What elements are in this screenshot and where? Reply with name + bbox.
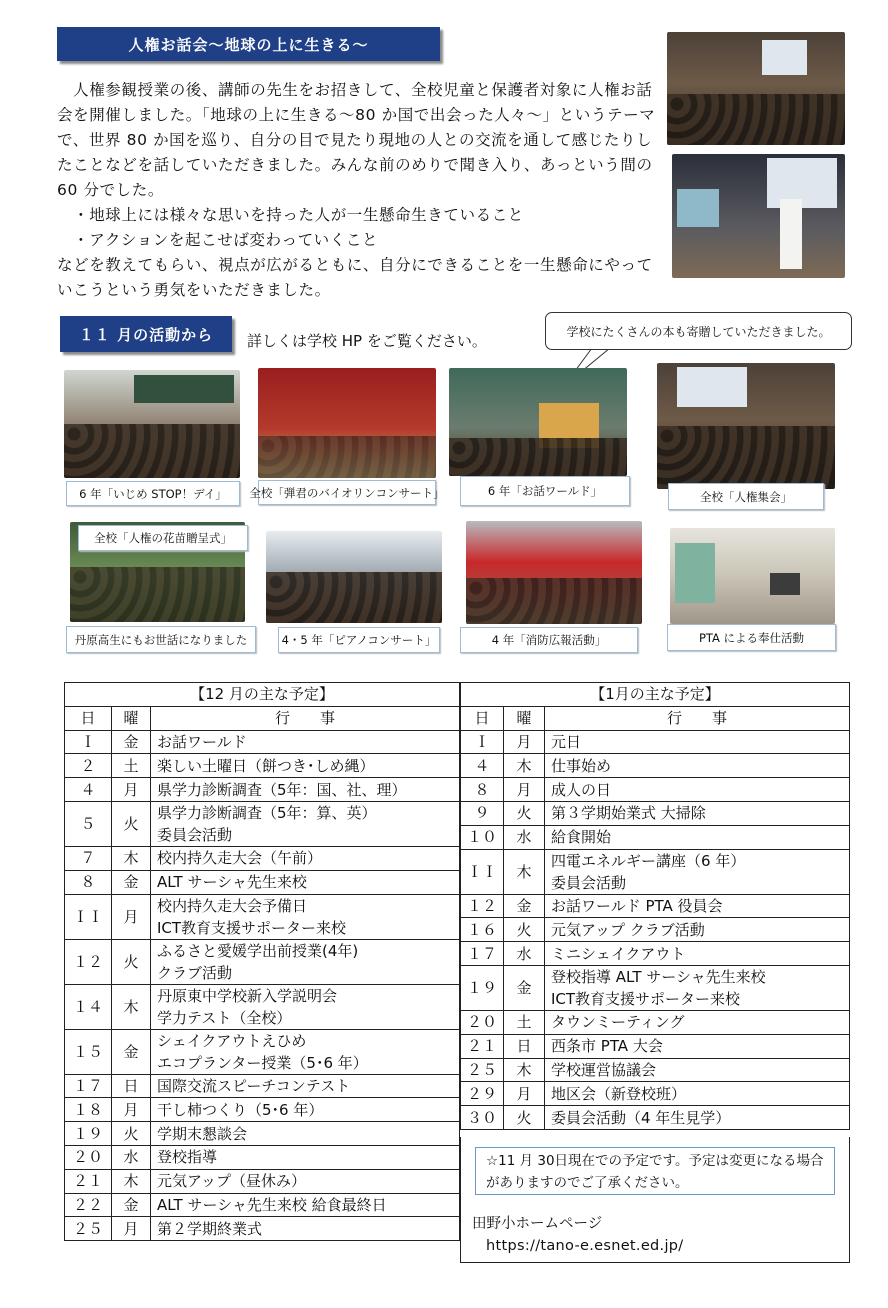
weekday-cell: 木 (504, 849, 545, 894)
january-rows (461, 730, 850, 1129)
event-cell: 第３学期始業式 大掃除 (545, 801, 850, 825)
table-row (65, 801, 460, 846)
event-cell: ふるさと愛媛学出前授業(4年) クラブ活動 (151, 939, 460, 984)
table-row (461, 1082, 850, 1106)
december-schedule-table (64, 682, 460, 1241)
table-row (65, 939, 460, 984)
day-cell: ５ (65, 801, 112, 846)
table-row (461, 1010, 850, 1034)
table-row (65, 1029, 460, 1074)
day-cell: １０ (461, 825, 504, 849)
table-row (461, 942, 850, 966)
column-header-day: 日 (461, 706, 504, 730)
day-cell: Ｉ (65, 730, 112, 754)
section-title-text: １１ 月の活動から (78, 325, 214, 344)
weekday-cell: 火 (112, 1122, 151, 1146)
table-row (461, 825, 850, 849)
table-row (65, 1169, 460, 1193)
day-cell: １２ (65, 939, 112, 984)
table-row (461, 1058, 850, 1082)
weekday-cell: 火 (504, 1106, 545, 1130)
day-cell: ２２ (65, 1193, 112, 1217)
table-row (65, 870, 460, 894)
day-cell: ９ (461, 801, 504, 825)
day-cell: ２５ (65, 1217, 112, 1241)
event-cell: 国際交流スピーチコンテスト (151, 1074, 460, 1098)
event-cell: 干し柿つくり（5･6 年） (151, 1098, 460, 1122)
column-header-event: 行 事 (545, 706, 850, 730)
event-cell: ミニシェイクアウト (545, 942, 850, 966)
weekday-cell: 火 (112, 939, 151, 984)
weekday-cell: 金 (112, 730, 151, 754)
day-cell: ２１ (65, 1169, 112, 1193)
column-header-event: 行 事 (151, 706, 460, 730)
day-cell: １５ (65, 1029, 112, 1074)
event-cell: 第２学期終業式 (151, 1217, 460, 1241)
weekday-cell: 金 (504, 965, 545, 1010)
intro-bullet-2: ・アクションを起こせば変わっていくこと (57, 231, 379, 249)
weekday-cell: 月 (112, 1098, 151, 1122)
day-cell: ３０ (461, 1106, 504, 1130)
caption-story-world: 6 年「お話ワールド」 (460, 476, 630, 506)
caption-bullying-stop-day: 6 年「いじめ STOP！デイ」 (66, 481, 240, 506)
table-row (65, 778, 460, 802)
weekday-cell: 水 (504, 942, 545, 966)
event-cell: 楽しい土曜日（餅つき･しめ縄） (151, 754, 460, 778)
caption-high-school-students: 丹原高生にもお世話になりました (66, 626, 256, 653)
event-cell: お話ワールド PTA 役員会 (545, 894, 850, 918)
event-cell: 元気アップ クラブ活動 (545, 918, 850, 942)
caption-piano-concert: 4・5 年「ピアノコンサート」 (278, 627, 440, 653)
event-cell: タウンミーティング (545, 1010, 850, 1034)
day-cell: １９ (65, 1122, 112, 1146)
day-cell: １８ (65, 1098, 112, 1122)
table-row (461, 778, 850, 802)
day-cell: ２１ (461, 1034, 504, 1058)
event-cell: ALT サーシャ先生来校 (151, 870, 460, 894)
homepage-label: 田野小ホームページ (472, 1216, 603, 1232)
event-cell: 校内持久走大会（午前） (151, 846, 460, 870)
event-cell: 委員会活動（4 年生見学） (545, 1106, 850, 1130)
homepage-url[interactable]: https://tano-e.esnet.ed.jp/ (486, 1238, 684, 1254)
day-cell: ７ (65, 846, 112, 870)
schedule-notice: ☆11 月 30日現在での予定です。予定は変更になる場合がありますのでご了承ください。 (475, 1147, 835, 1195)
photo-human-rights-assembly (657, 363, 835, 489)
photo-violin-concert (258, 368, 436, 478)
intro-paragraph: 人権参観授業の後、講師の先生をお招きして、全校児童と保護者対象に人権お話会を開催しました。「地球の上に生きる〜80 か国で出会った人々〜」というテーマで、世界 80 か国を巡り、自分の目で見たり現地の人との交流を通して感じたりしたことなどを話していただきました。みんな前のめりで聞き入り、あっという間の 60 分でした。 (57, 81, 656, 199)
january-schedule-table (460, 682, 850, 1130)
day-cell: ＩＩ (65, 894, 112, 939)
callout-text: 学校にたくさんの本も寄贈していただきました。 (566, 324, 831, 339)
day-cell: ４ (65, 778, 112, 802)
december-title: 【12 月の主な予定】 (65, 683, 460, 707)
day-cell: ２ (65, 754, 112, 778)
event-cell: 丹原東中学校新入学説明会 学力テスト（全校） (151, 984, 460, 1029)
weekday-cell: 月 (504, 778, 545, 802)
day-cell: Ｉ (461, 730, 504, 754)
event-cell: 学校運営協議会 (545, 1058, 850, 1082)
weekday-cell: 月 (112, 894, 151, 939)
day-cell: ＩＩ (461, 849, 504, 894)
intro-conclusion: などを教えてもらい、視点が広がるともに、自分にできることを一生懸命にやっていこうという勇気をいただきました。 (57, 256, 653, 299)
day-cell: １２ (461, 894, 504, 918)
day-cell: ２０ (65, 1145, 112, 1169)
table-row (65, 1074, 460, 1098)
caption-pta-service: PTA による奉仕活動 (667, 624, 836, 651)
day-cell: １６ (461, 918, 504, 942)
weekday-cell: 金 (504, 894, 545, 918)
day-cell: １７ (461, 942, 504, 966)
weekday-cell: 木 (504, 1058, 545, 1082)
december-rows (65, 730, 460, 1241)
day-cell: ４ (461, 754, 504, 778)
day-cell: ２５ (461, 1058, 504, 1082)
caption-flower-ceremony: 全校「人権の花苗贈呈式」 (78, 525, 248, 551)
weekday-cell: 月 (504, 1082, 545, 1106)
event-cell: 登校指導 ALT サーシャ先生来校 ICT教育支援サポーター来校 (545, 965, 850, 1010)
weekday-cell: 水 (504, 825, 545, 849)
table-row (65, 1193, 460, 1217)
table-row (65, 894, 460, 939)
photo-story-world (449, 368, 627, 476)
table-row (461, 1034, 850, 1058)
event-cell: 県学力診断調査（5年：国、社、理） (151, 778, 460, 802)
table-row (461, 965, 850, 1010)
weekday-cell: 金 (112, 1193, 151, 1217)
table-row (461, 849, 850, 894)
january-title: 【1月の主な予定】 (461, 683, 850, 707)
weekday-cell: 木 (504, 754, 545, 778)
caption-fire-prevention: 4 年「消防広報活動」 (460, 627, 638, 653)
weekday-cell: 日 (504, 1034, 545, 1058)
photo-bullying-stop-day (64, 370, 240, 478)
event-cell: 仕事始め (545, 754, 850, 778)
photo-pta-service (670, 528, 835, 624)
event-cell: シェイクアウトえひめ エコプランター授業（5･6 年） (151, 1029, 460, 1074)
photo-piano-concert (266, 531, 442, 623)
event-cell: ALT サーシャ先生来校 給食最終日 (151, 1193, 460, 1217)
event-cell: 地区会（新登校班） (545, 1082, 850, 1106)
weekday-cell: 木 (112, 1169, 151, 1193)
event-cell: 四電エネルギー講座（6 年） 委員会活動 (545, 849, 850, 894)
column-header-day: 日 (65, 706, 112, 730)
weekday-cell: 月 (112, 1217, 151, 1241)
table-row (65, 1098, 460, 1122)
table-row (65, 754, 460, 778)
event-cell: お話ワールド (151, 730, 460, 754)
column-header-weekday: 曜 (112, 706, 151, 730)
table-row (65, 984, 460, 1029)
day-cell: ８ (461, 778, 504, 802)
weekday-cell: 月 (504, 730, 545, 754)
event-cell: 給食開始 (545, 825, 850, 849)
weekday-cell: 日 (112, 1074, 151, 1098)
table-row (461, 918, 850, 942)
day-cell: ８ (65, 870, 112, 894)
day-cell: ２９ (461, 1082, 504, 1106)
day-cell: １９ (461, 965, 504, 1010)
event-cell: 登校指導 (151, 1145, 460, 1169)
table-row (65, 1217, 460, 1241)
weekday-cell: 火 (504, 801, 545, 825)
table-row (461, 754, 850, 778)
homepage-note: 詳しくは学校 HP をご覧ください。 (247, 332, 487, 350)
table-row (461, 801, 850, 825)
caption-human-rights-assembly: 全校「人権集会」 (668, 483, 824, 510)
caption-violin-concert: 全校「弾君のバイオリンコンサート」 (258, 480, 436, 505)
section-title-text: 人権お話会〜地球の上に生きる〜 (128, 35, 369, 54)
weekday-cell: 金 (112, 870, 151, 894)
weekday-cell: 火 (504, 918, 545, 942)
event-cell: 県学力診断調査（5年：算、英） 委員会活動 (151, 801, 460, 846)
event-cell: 元気アップ（昼休み） (151, 1169, 460, 1193)
weekday-cell: 金 (112, 1029, 151, 1074)
table-row (65, 730, 460, 754)
weekday-cell: 木 (112, 846, 151, 870)
table-row (461, 894, 850, 918)
weekday-cell: 土 (504, 1010, 545, 1034)
weekday-cell: 木 (112, 984, 151, 1029)
day-cell: １７ (65, 1074, 112, 1098)
event-cell: 学期末懇談会 (151, 1122, 460, 1146)
weekday-cell: 火 (112, 801, 151, 846)
table-row (65, 846, 460, 870)
intro-bullet-1: ・地球上には様々な思いを持った人が一生懸命生きていること (57, 206, 524, 224)
weekday-cell: 土 (112, 754, 151, 778)
table-row (461, 1106, 850, 1130)
table-row (65, 1145, 460, 1169)
event-cell: 西条市 PTA 大会 (545, 1034, 850, 1058)
event-cell: 元日 (545, 730, 850, 754)
event-cell: 校内持久走大会予備日 ICT教育支援サポーター来校 (151, 894, 460, 939)
weekday-cell: 水 (112, 1145, 151, 1169)
day-cell: １４ (65, 984, 112, 1029)
table-row (461, 730, 850, 754)
photo-fire-prevention (466, 521, 642, 624)
column-header-weekday: 曜 (504, 706, 545, 730)
callout-book-donation (545, 312, 852, 350)
table-row (65, 1122, 460, 1146)
day-cell: ２０ (461, 1010, 504, 1034)
weekday-cell: 月 (112, 778, 151, 802)
event-cell: 成人の日 (545, 778, 850, 802)
